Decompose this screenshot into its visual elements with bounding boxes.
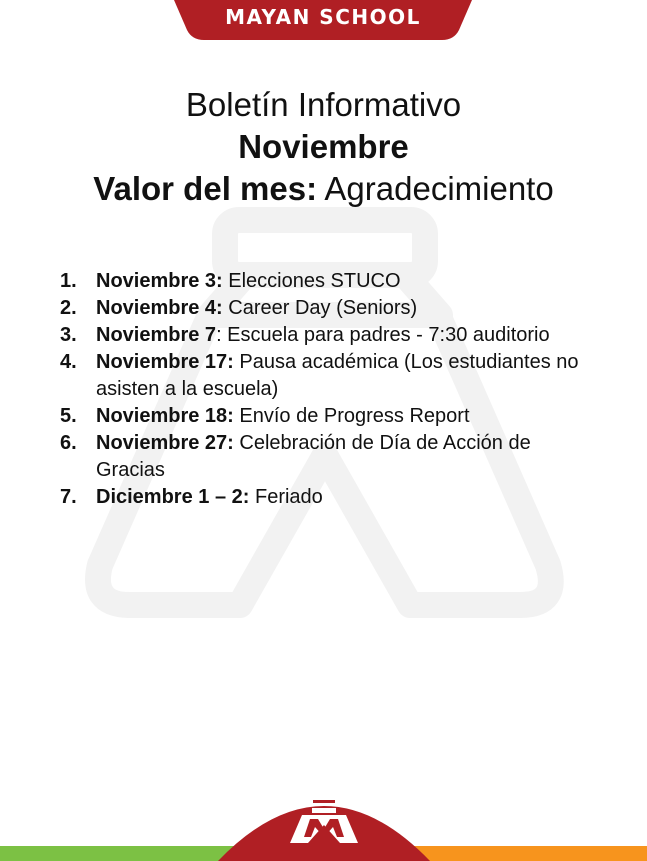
event-description: Elecciones STUCO [222,270,401,292]
event-description: Feriado [249,486,323,508]
item-number: 4. [60,351,77,373]
list-item [60,349,605,403]
bulletin-title: Boletín Informativo [185,86,462,123]
event-description: Celebración de Día de Acción de Gracias [96,432,531,481]
event-description: Envío de Progress Report [233,405,470,427]
mayan-school-logo-icon [218,781,430,861]
item-number: 7. [60,486,77,508]
header-banner [174,0,472,40]
value-label: Valor del mes: [93,170,318,207]
list-item [60,403,605,430]
event-date: Diciembre 1 – 2: [96,486,250,508]
title-block [0,84,647,210]
event-date: Noviembre 18: [96,405,234,427]
month-title: Noviembre [238,128,409,165]
school-name: MAYAN SCHOOL [225,5,421,29]
list-item [60,430,605,484]
event-date: Noviembre 27: [96,432,234,454]
item-number: 6. [60,432,77,454]
list-item [60,295,605,322]
item-number: 2. [60,297,77,319]
item-number: 1. [60,270,77,292]
event-date: Noviembre 7 [96,324,217,346]
event-description: Career Day (Seniors) [222,297,418,319]
list-item [60,322,605,349]
list-item [60,268,605,295]
value-text: Agradecimiento [317,170,554,207]
event-date: Noviembre 17: [96,351,234,373]
value-of-month [0,168,647,210]
event-description: Pausa académica (Los estudiantes no asisten a la escuela) [96,351,579,400]
item-number: 3. [60,324,77,346]
list-item [60,484,605,511]
event-date: Noviembre 3: [96,270,223,292]
item-number: 5. [60,405,77,427]
events-list [60,268,605,511]
event-description: : Escuela para padres - 7:30 auditorio [216,324,550,346]
event-date: Noviembre 4: [96,297,223,319]
